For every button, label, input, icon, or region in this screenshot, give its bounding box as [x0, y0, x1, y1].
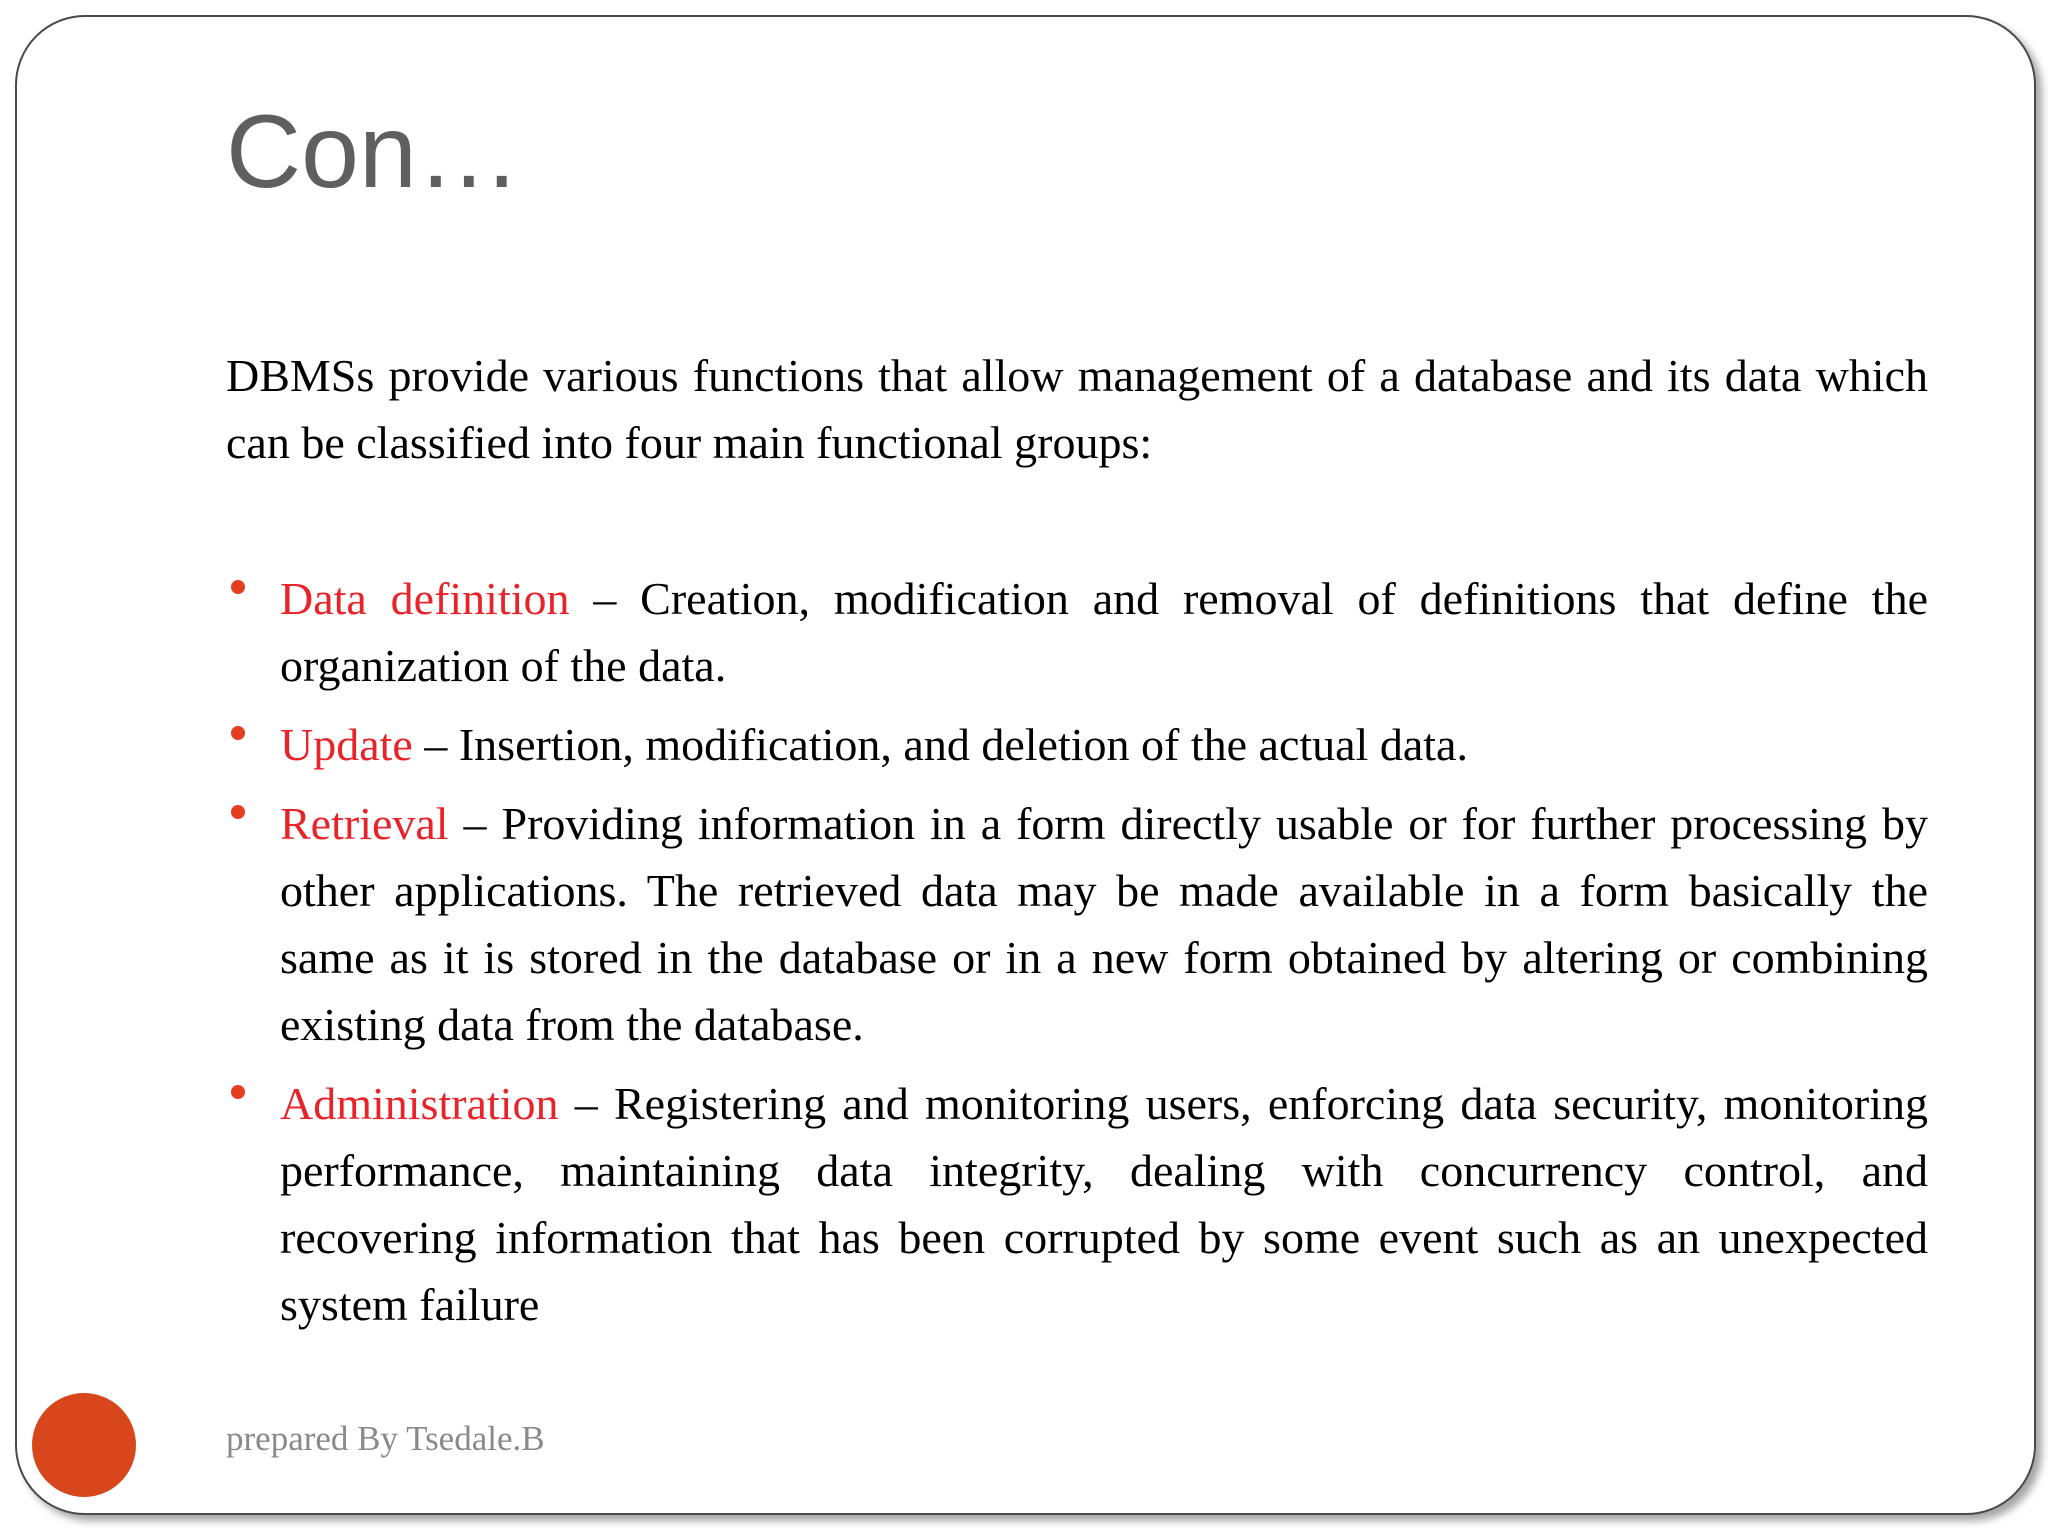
bullet-term: Data definition: [280, 573, 570, 624]
bullet-description: – Registering and monitoring users, enforcing data security, monitoring performance, maintaining data integrity, dealing with concurrency control, and recovering information that has been corrupted by some event such as an unexpected system failure: [280, 1078, 1928, 1330]
bullet-term: Administration: [280, 1078, 559, 1129]
slide-title: Con…: [226, 94, 521, 210]
bullet-dot-icon: [231, 726, 245, 740]
bullet-description: – Insertion, modification, and deletion of the actual data.: [412, 719, 1468, 770]
bullet-term: Update: [280, 719, 413, 770]
bullet-description: – Providing information in a form directly usable or for further processing by other applications. The retrieved data may be made available in a form basically the same as it is stored in the database or in a new form obtained by altering or combining existing data from the database.: [280, 798, 1928, 1050]
bullet-description: – Creation, modification and removal of definitions that define the organization of the data.: [280, 573, 1928, 691]
bullet-dot-icon: [231, 805, 245, 819]
bullet-item-retrieval: [226, 790, 1928, 1058]
intro-paragraph: DBMSs provide various functions that allow management of a database and its data which can be classified into four main functional groups:: [226, 350, 1928, 468]
bullet-item-data-definition: [226, 565, 1928, 699]
bullet-dot-icon: [231, 1085, 245, 1099]
bullet-term: Retrieval: [280, 798, 449, 849]
slide-content: [226, 342, 1928, 1350]
footer-credit: prepared By Tsedale.B: [226, 1419, 545, 1458]
bullet-item-administration: [226, 1070, 1928, 1338]
bullet-item-update: [226, 711, 1928, 778]
bullet-dot-icon: [231, 580, 245, 594]
footer-circle-icon: [32, 1393, 136, 1497]
bullet-list: [226, 565, 1928, 1338]
